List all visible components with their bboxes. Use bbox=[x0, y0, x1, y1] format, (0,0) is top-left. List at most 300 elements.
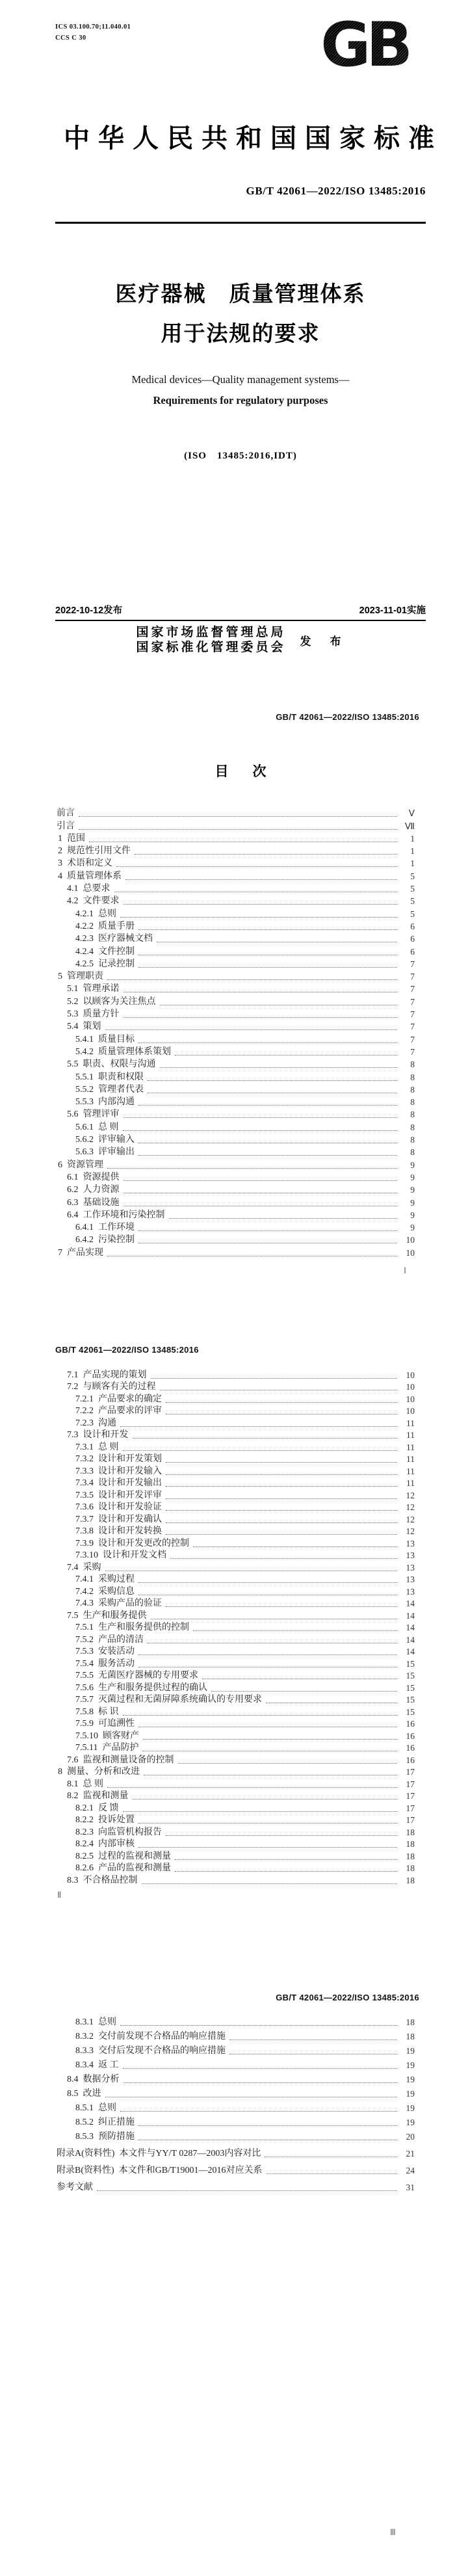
toc-entry-page: 15 bbox=[406, 1658, 415, 1669]
toc-entry[interactable] bbox=[55, 1133, 415, 1145]
toc-entry[interactable] bbox=[55, 1429, 415, 1441]
toc-entry-page: 7 bbox=[410, 996, 415, 1007]
toc-entry[interactable] bbox=[55, 1183, 415, 1195]
toc-entry-page: 12 bbox=[406, 1490, 415, 1500]
toc-entry[interactable] bbox=[55, 1537, 415, 1549]
toc-entry-label: 2 规范性引用文件 bbox=[58, 846, 131, 856]
dot-leader bbox=[143, 1739, 397, 1740]
toc-entry[interactable] bbox=[55, 1381, 415, 1393]
toc-entry[interactable] bbox=[55, 1453, 415, 1465]
toc-entry-label: 7.5.10 顾客财产 bbox=[75, 1731, 139, 1741]
toc-entry-label: 7.5.6 生产和服务提供过程的确认 bbox=[75, 1682, 207, 1693]
dot-leader bbox=[266, 2173, 397, 2174]
toc-entry-label: 7.3 设计和开发 bbox=[67, 1430, 129, 1440]
toc-entry-page: 10 bbox=[406, 1247, 415, 1258]
toc-entry-page: 17 bbox=[406, 1803, 415, 1813]
toc-entry-page: 16 bbox=[406, 1731, 415, 1741]
toc-entry[interactable] bbox=[55, 1718, 415, 1730]
national-standard-banner: 中华人民共和国国家标准 bbox=[64, 124, 443, 153]
toc-entry-page: 19 bbox=[406, 2103, 415, 2113]
toc-entry[interactable] bbox=[55, 1032, 415, 1044]
dot-leader bbox=[166, 1534, 397, 1535]
dot-leader bbox=[166, 1835, 397, 1836]
toc-entry-label: 附录A(资料性) 本文件与YY/T 0287—2003内容对比 bbox=[57, 2149, 261, 2158]
toc-entry-label: 7.5.2 产品的清洁 bbox=[75, 1634, 144, 1645]
toc-entry-label: 8.2 监视和测量 bbox=[67, 1791, 129, 1801]
toc-entry-label: 引言 bbox=[57, 821, 75, 831]
toc-entry-page: 8 bbox=[410, 1059, 415, 1070]
dot-leader bbox=[170, 1558, 397, 1559]
toc-entry-page: 12 bbox=[406, 1514, 415, 1524]
toc-entry-label: 7.4.3 采购产品的验证 bbox=[75, 1599, 162, 1608]
toc-entry-label: 6.2 人力资源 bbox=[67, 1185, 120, 1195]
toc-entry-page: 1 bbox=[410, 858, 415, 869]
dot-leader bbox=[133, 1438, 398, 1439]
issue-date: 2022-10-12发布 bbox=[55, 605, 123, 616]
toc-entry-page: 10 bbox=[406, 1370, 415, 1380]
toc-entry-label: 4.2 文件要求 bbox=[67, 896, 120, 907]
publisher-line1: 国家市场监督管理总局 bbox=[136, 626, 286, 639]
toc-entry-label: 7.4.2 采购信息 bbox=[75, 1586, 135, 1597]
toc-entry-page: Ⅶ bbox=[404, 821, 415, 831]
dot-leader bbox=[125, 879, 397, 880]
toc-entry-label: 8.3.4 返 工 bbox=[75, 2060, 119, 2070]
toc-entry-page: 9 bbox=[410, 1172, 415, 1182]
dot-leader bbox=[193, 1630, 397, 1631]
toc-entry-label: 7.4.1 采购过程 bbox=[75, 1574, 135, 1584]
toc-entry-page: 16 bbox=[406, 1755, 415, 1765]
toc-entry[interactable] bbox=[55, 1681, 415, 1693]
toc-entry[interactable] bbox=[55, 2176, 415, 2193]
cover-standard-code: GB/T 42061—2022/ISO 13485:2016 bbox=[246, 185, 426, 197]
toc-entry[interactable] bbox=[55, 932, 415, 944]
toc-entry-label: 7.5.9 可追溯性 bbox=[75, 1719, 135, 1729]
toc-entry-page: 8 bbox=[410, 1135, 415, 1145]
toc-entry-page: 14 bbox=[406, 1599, 415, 1608]
toc-entry[interactable] bbox=[55, 1657, 415, 1669]
toc-list bbox=[55, 2013, 415, 2193]
toc-entry-page: 5 bbox=[410, 884, 415, 894]
dot-leader bbox=[124, 1117, 398, 1118]
toc-entry[interactable] bbox=[55, 1441, 415, 1453]
toc-entry-page: 14 bbox=[406, 1647, 415, 1656]
toc-entry[interactable] bbox=[55, 970, 415, 982]
dot-leader bbox=[105, 1029, 398, 1030]
dot-leader bbox=[116, 866, 397, 867]
date-row bbox=[55, 603, 426, 617]
toc-entry-label: 7.4 采购 bbox=[67, 1562, 101, 1573]
toc-entry-label: 7.3.5 设计和开发评审 bbox=[75, 1490, 162, 1500]
dot-leader bbox=[123, 1130, 398, 1131]
toc-entry[interactable] bbox=[55, 1874, 415, 1886]
dot-leader bbox=[166, 1606, 397, 1607]
toc-entry-page: 13 bbox=[406, 1574, 415, 1584]
toc-entry-page: 9 bbox=[410, 1160, 415, 1170]
dot-leader bbox=[123, 2068, 398, 2069]
toc-entry-label: 5.5 职责、权限与沟通 bbox=[67, 1059, 156, 1070]
toc-entry-label: 7.3.8 设计和开发转换 bbox=[75, 1526, 162, 1536]
toc-entry[interactable] bbox=[55, 1195, 415, 1208]
toc-entry[interactable] bbox=[55, 1070, 415, 1082]
toc-entry[interactable] bbox=[55, 2099, 415, 2114]
toc-entry-label: 6.1 资源提供 bbox=[67, 1172, 120, 1182]
toc-entry-page: 13 bbox=[406, 1550, 415, 1560]
dot-leader bbox=[79, 829, 397, 830]
toc-entry-label: 4.2.3 医疗器械文档 bbox=[75, 934, 153, 944]
toc-entry[interactable] bbox=[55, 894, 415, 907]
toc-entry[interactable] bbox=[55, 819, 415, 831]
toc-entry[interactable] bbox=[55, 1766, 415, 1778]
toc-entry[interactable] bbox=[55, 2071, 415, 2085]
toc-entry-label: 6.4 工作环境和污染控制 bbox=[67, 1210, 165, 1220]
toc-entry-label: 6.3 基础设施 bbox=[67, 1197, 120, 1208]
folio-page-3: Ⅲ bbox=[390, 2527, 396, 2537]
toc-entry-label: 4 质量管理体系 bbox=[58, 871, 122, 881]
toc-entry-page: 11 bbox=[406, 1454, 415, 1464]
toc-entry[interactable] bbox=[55, 1633, 415, 1645]
toc-entry-label: 7.2.3 沟通 bbox=[75, 1418, 116, 1428]
publisher-block bbox=[55, 625, 426, 655]
toc-entry-label: 8.3 不合格品控制 bbox=[67, 1875, 138, 1885]
toc-entry-page: 11 bbox=[406, 1442, 415, 1452]
toc-entry[interactable] bbox=[55, 2142, 415, 2159]
toc-entry-page: 10 bbox=[406, 1235, 415, 1245]
dot-leader bbox=[124, 2082, 398, 2083]
toc-entry-label: 7.2 与顾客有关的过程 bbox=[67, 1382, 156, 1392]
toc-entry[interactable] bbox=[55, 1862, 415, 1874]
folio-page-1: Ⅰ bbox=[404, 1266, 406, 1275]
toc-entry[interactable] bbox=[55, 882, 415, 894]
toc-entry[interactable] bbox=[55, 1208, 415, 1221]
toc-entry-page: 9 bbox=[410, 1197, 415, 1208]
toc-entry[interactable] bbox=[55, 2114, 415, 2128]
toc-entry-page: 11 bbox=[406, 1418, 415, 1428]
toc-entry-label: 7.5.8 标 识 bbox=[75, 1706, 119, 1717]
toc-entry-page: 14 bbox=[406, 1634, 415, 1645]
toc-entry-label: 7.3.9 设计和开发更改的控制 bbox=[75, 1538, 189, 1548]
footer-divider-rule bbox=[55, 620, 426, 621]
dot-leader bbox=[107, 1168, 397, 1169]
toc-entry-page: 13 bbox=[406, 1586, 415, 1597]
toc-entry[interactable] bbox=[55, 856, 415, 869]
toc-entry[interactable] bbox=[55, 1850, 415, 1862]
toc-entry-label: 7.5.1 生产和服务提供的控制 bbox=[75, 1623, 189, 1632]
toc-entry-page: 8 bbox=[410, 1147, 415, 1158]
toc-entry[interactable] bbox=[55, 994, 415, 1007]
toc-entry[interactable] bbox=[55, 832, 415, 844]
toc-entry-label: 5.1 管理承诺 bbox=[67, 984, 120, 994]
toc-entry-label: 5.4.1 质量目标 bbox=[75, 1034, 135, 1044]
toc-entry-label: 8.2.6 产品的监视和测量 bbox=[75, 1863, 171, 1873]
toc-entry[interactable] bbox=[55, 1777, 415, 1790]
toc-entry[interactable] bbox=[55, 1742, 415, 1754]
dot-leader bbox=[175, 1055, 397, 1056]
toc-entry-label: 5 管理职责 bbox=[58, 972, 103, 982]
toc-entry-label: 5.6.1 总 则 bbox=[75, 1122, 119, 1132]
toc-entry-label: 7.1 产品实现的策划 bbox=[67, 1370, 147, 1380]
toc-entry-label: 8.3.1 总则 bbox=[75, 2017, 116, 2027]
toc-entry[interactable] bbox=[55, 1621, 415, 1634]
toc-entry-label: 附录B(资料性) 本文件和GB/T19001—2016对应关系 bbox=[57, 2166, 263, 2175]
toc-entry-label: 5.4 策划 bbox=[67, 1022, 101, 1032]
toc-entry[interactable] bbox=[55, 1108, 415, 1120]
toc-entry[interactable] bbox=[55, 1729, 415, 1742]
toc-entry-label: 7 产品实现 bbox=[58, 1247, 103, 1258]
toc-entry-label: 5.6.2 评审输入 bbox=[75, 1135, 135, 1145]
toc-entry-page: 19 bbox=[406, 2046, 415, 2056]
toc-entry[interactable] bbox=[55, 2028, 415, 2042]
toc-entry-page: 17 bbox=[406, 1767, 415, 1777]
toc-entry-page: Ⅴ bbox=[408, 808, 415, 819]
publisher-line2: 国家标准化管理委员会 bbox=[136, 641, 286, 654]
dot-leader bbox=[229, 2039, 397, 2040]
toc-entry[interactable] bbox=[55, 1392, 415, 1405]
dot-leader bbox=[123, 1811, 398, 1812]
dot-leader bbox=[97, 2190, 397, 2191]
dot-leader bbox=[175, 1871, 397, 1872]
toc-entry[interactable] bbox=[55, 1145, 415, 1158]
toc-entry-page: 20 bbox=[406, 2132, 415, 2142]
dot-leader bbox=[120, 2025, 397, 2026]
toc-entry[interactable] bbox=[55, 1669, 415, 1682]
toc-entry-page: 15 bbox=[406, 1706, 415, 1717]
toc-entry-label: 7.3.3 设计和开发输入 bbox=[75, 1466, 162, 1476]
toc-entry[interactable] bbox=[55, 1221, 415, 1233]
toc-entry[interactable] bbox=[55, 920, 415, 932]
toc-entry-page: 14 bbox=[406, 1623, 415, 1632]
toc-entry[interactable] bbox=[55, 1405, 415, 1417]
toc-entry-label: 8.2.2 投诉处置 bbox=[75, 1815, 135, 1825]
toc-entry-page: 19 bbox=[406, 2060, 415, 2070]
toc-entry-label: 5.5.1 职责和权限 bbox=[75, 1072, 144, 1082]
toc-entry-page: 10 bbox=[406, 1394, 415, 1404]
toc-entry-page: 15 bbox=[406, 1695, 415, 1705]
toc-entry-label: 8.4 数据分析 bbox=[67, 2075, 120, 2084]
toc-entry-label: 5.2 以顾客为关注焦点 bbox=[67, 996, 156, 1007]
toc-entry-page: 7 bbox=[410, 1009, 415, 1020]
toc-entry[interactable] bbox=[55, 1020, 415, 1032]
toc-entry[interactable] bbox=[55, 2013, 415, 2028]
toc-entry[interactable] bbox=[55, 869, 415, 881]
toc-entry-page: 12 bbox=[406, 1526, 415, 1536]
toc-entry-label: 8.5.1 总则 bbox=[75, 2103, 116, 2113]
toc-entry-page: 11 bbox=[406, 1466, 415, 1476]
dot-leader bbox=[166, 1522, 397, 1523]
dot-leader bbox=[175, 1859, 397, 1860]
toc-entry[interactable] bbox=[55, 1368, 415, 1381]
toc-entry[interactable] bbox=[55, 1585, 415, 1597]
dot-leader bbox=[160, 1067, 398, 1068]
dot-leader bbox=[138, 1823, 397, 1824]
cover-divider-rule bbox=[55, 222, 426, 224]
dot-leader bbox=[123, 1715, 398, 1716]
dot-leader bbox=[124, 1017, 398, 1018]
toc-entry-label: 7.3.1 总 则 bbox=[75, 1442, 119, 1452]
toc-entry-label: 8.2.4 内部审核 bbox=[75, 1839, 135, 1849]
toc-entry[interactable] bbox=[55, 1573, 415, 1586]
toc-entry-page: 17 bbox=[406, 1779, 415, 1789]
toc-entry[interactable] bbox=[55, 982, 415, 994]
dot-leader bbox=[151, 1378, 398, 1379]
toc-entry-label: 4.1 总要求 bbox=[67, 884, 110, 894]
toc-entry[interactable] bbox=[55, 1814, 415, 1826]
toc-entry-page: 17 bbox=[406, 1791, 415, 1801]
toc-entry-label: 7.3.2 设计和开发策划 bbox=[75, 1454, 162, 1464]
toc-entry-label: 7.5.7 灭菌过程和无菌屏障系统确认的专用要求 bbox=[75, 1695, 262, 1705]
toc-entry[interactable] bbox=[55, 907, 415, 919]
toc-entry-label: 7.3.10 设计和开发文档 bbox=[75, 1550, 166, 1560]
toc-entry[interactable] bbox=[55, 844, 415, 856]
dot-leader bbox=[120, 2111, 397, 2112]
dot-leader bbox=[138, 2125, 397, 2126]
toc-entry-page: 18 bbox=[406, 1827, 415, 1837]
toc-entry[interactable] bbox=[55, 2042, 415, 2056]
dot-leader bbox=[138, 1230, 397, 1231]
toc-entry-page: 14 bbox=[406, 1610, 415, 1621]
toc-entry-label: 前言 bbox=[57, 808, 75, 819]
dot-leader bbox=[138, 929, 397, 930]
toc-entry[interactable] bbox=[55, 1838, 415, 1850]
toc-entry-page: 6 bbox=[410, 934, 415, 944]
toc-entry-page: 1 bbox=[410, 846, 415, 856]
dot-leader bbox=[123, 1450, 398, 1451]
toc-entry-page: 18 bbox=[406, 1839, 415, 1849]
toc-entry[interactable] bbox=[55, 957, 415, 970]
toc-entry[interactable] bbox=[55, 1693, 415, 1706]
toc-entry-label: 1 范围 bbox=[58, 833, 85, 843]
toc-entry-label: 5.6 管理评审 bbox=[67, 1109, 120, 1120]
dot-leader bbox=[148, 1080, 397, 1081]
toc-entry[interactable] bbox=[55, 1790, 415, 1802]
title-zh-line2: 用于法规的要求 bbox=[161, 321, 320, 345]
toc-entry-page: 31 bbox=[406, 2183, 415, 2192]
toc-entry[interactable] bbox=[55, 1158, 415, 1170]
dot-leader bbox=[138, 1042, 397, 1043]
toc-entry-label: 7.5.5 无菌医疗器械的专用要求 bbox=[75, 1671, 198, 1680]
toc-entry[interactable] bbox=[55, 806, 415, 819]
dot-leader bbox=[138, 1654, 397, 1655]
toc-entry[interactable] bbox=[55, 1561, 415, 1573]
toc-entry[interactable] bbox=[55, 1245, 415, 1258]
toc-entry[interactable] bbox=[55, 1171, 415, 1183]
toc-entry-label: 4.2.2 质量手册 bbox=[75, 921, 135, 931]
dot-leader bbox=[107, 1787, 397, 1788]
toc-entry[interactable] bbox=[55, 1609, 415, 1621]
toc-title: 目 次 bbox=[214, 764, 272, 779]
toc-entry[interactable] bbox=[55, 2128, 415, 2142]
toc-entry-page: 19 bbox=[406, 2118, 415, 2127]
toc-entry[interactable] bbox=[55, 1513, 415, 1525]
toc-entry-label: 参考文献 bbox=[57, 2183, 93, 2192]
toc-entry-page: 8 bbox=[410, 1109, 415, 1120]
toc-entry-label: 8.5.3 预防措施 bbox=[75, 2132, 135, 2142]
toc-entry[interactable] bbox=[55, 2159, 415, 2176]
toc-entry-page: 19 bbox=[406, 2089, 415, 2099]
toc-entry-page: 15 bbox=[406, 1671, 415, 1680]
toc-entry-page: 8 bbox=[410, 1122, 415, 1132]
toc-entry-page: 8 bbox=[410, 1072, 415, 1082]
toc-entry[interactable] bbox=[55, 1057, 415, 1070]
dot-leader bbox=[138, 1582, 397, 1583]
toc-entry-label: 8.5.2 纠正措施 bbox=[75, 2118, 135, 2127]
toc-entry[interactable] bbox=[55, 1597, 415, 1610]
toc-entry-label: 8.3.2 交付前发现不合格品的响应措施 bbox=[75, 2032, 226, 2041]
toc-entry[interactable] bbox=[55, 1007, 415, 1020]
toc-entry[interactable] bbox=[55, 1095, 415, 1108]
toc-entry-label: 7.2.2 产品要求的评审 bbox=[75, 1406, 162, 1416]
dot-leader bbox=[138, 1105, 397, 1106]
dot-leader bbox=[166, 1486, 397, 1487]
toc-entry[interactable] bbox=[55, 1416, 415, 1429]
toc-entry-label: 7.6 监视和测量设备的控制 bbox=[67, 1755, 174, 1765]
toc-entry-label: 4.2.1 总则 bbox=[75, 909, 116, 919]
toc-entry-page: 11 bbox=[406, 1430, 415, 1440]
toc-entry-label: 7.3.4 设计和开发输出 bbox=[75, 1478, 162, 1488]
toc-entry-label: 5.5.2 管理者代表 bbox=[75, 1084, 144, 1095]
toc-entry[interactable] bbox=[55, 1645, 415, 1658]
toc-entry[interactable] bbox=[55, 1753, 415, 1766]
toc-entry-page: 7 bbox=[410, 1034, 415, 1044]
toc-entry[interactable] bbox=[55, 1045, 415, 1057]
title-zh-line1: 医疗器械 质量管理体系 bbox=[115, 282, 366, 306]
dot-leader bbox=[79, 816, 397, 817]
toc-entry[interactable] bbox=[55, 1489, 415, 1501]
toc-entry-page: 18 bbox=[406, 1875, 415, 1885]
dot-leader bbox=[166, 1462, 397, 1463]
dot-leader bbox=[107, 979, 397, 980]
dot-leader bbox=[120, 917, 397, 918]
toc-entry-page: 7 bbox=[410, 1022, 415, 1032]
toc-entry-label: 3 术语和定义 bbox=[58, 858, 112, 869]
toc-entry[interactable] bbox=[55, 944, 415, 957]
toc-entry-label: 7.2.1 产品要求的确定 bbox=[75, 1394, 162, 1404]
toc-entry[interactable] bbox=[55, 1083, 415, 1095]
toc-entry-label: 8 测量、分析和改进 bbox=[58, 1767, 140, 1777]
toc-entry[interactable] bbox=[55, 1233, 415, 1245]
dot-leader bbox=[166, 1510, 397, 1511]
toc-entry-label: 7.3.7 设计和开发确认 bbox=[75, 1514, 162, 1524]
toc-entry-label: 7.5 生产和服务提供 bbox=[67, 1610, 147, 1621]
toc-entry[interactable] bbox=[55, 2085, 415, 2099]
toc-entry-page: 6 bbox=[410, 946, 415, 957]
toc-entry-label: 8.2.1 反 馈 bbox=[75, 1803, 119, 1813]
toc-entry-label: 8.5 改进 bbox=[67, 2089, 101, 2099]
toc-entry[interactable] bbox=[55, 1501, 415, 1513]
dot-leader bbox=[124, 1180, 398, 1181]
toc-entry-page: 5 bbox=[410, 896, 415, 907]
toc-entry[interactable] bbox=[55, 1705, 415, 1718]
toc-entry[interactable] bbox=[55, 2056, 415, 2071]
toc-entry[interactable] bbox=[55, 1465, 415, 1477]
toc-entry-label: 7.5.4 服务活动 bbox=[75, 1658, 135, 1669]
toc-entry-label: 8.2.3 向监管机构报告 bbox=[75, 1827, 162, 1837]
toc-entry[interactable] bbox=[55, 1120, 415, 1132]
toc-entry-page: 13 bbox=[406, 1562, 415, 1573]
dot-leader bbox=[138, 967, 397, 968]
toc-entry-page: 24 bbox=[406, 2166, 415, 2175]
toc-entry[interactable] bbox=[55, 1801, 415, 1814]
toc-entry-page: 7 bbox=[410, 1046, 415, 1057]
toc-list bbox=[55, 806, 415, 1258]
toc-entry[interactable] bbox=[55, 1549, 415, 1561]
iso-equivalence-note: (ISO 13485:2016,IDT) bbox=[184, 451, 297, 461]
toc-entry[interactable] bbox=[55, 1525, 415, 1537]
toc-entry[interactable] bbox=[55, 1477, 415, 1489]
gb-logo-text: GB bbox=[320, 14, 411, 77]
toc-entry[interactable] bbox=[55, 1826, 415, 1838]
toc-entry-page: 19 bbox=[406, 2075, 415, 2084]
toc-entry-label: 4.2.4 文件控制 bbox=[75, 946, 135, 957]
